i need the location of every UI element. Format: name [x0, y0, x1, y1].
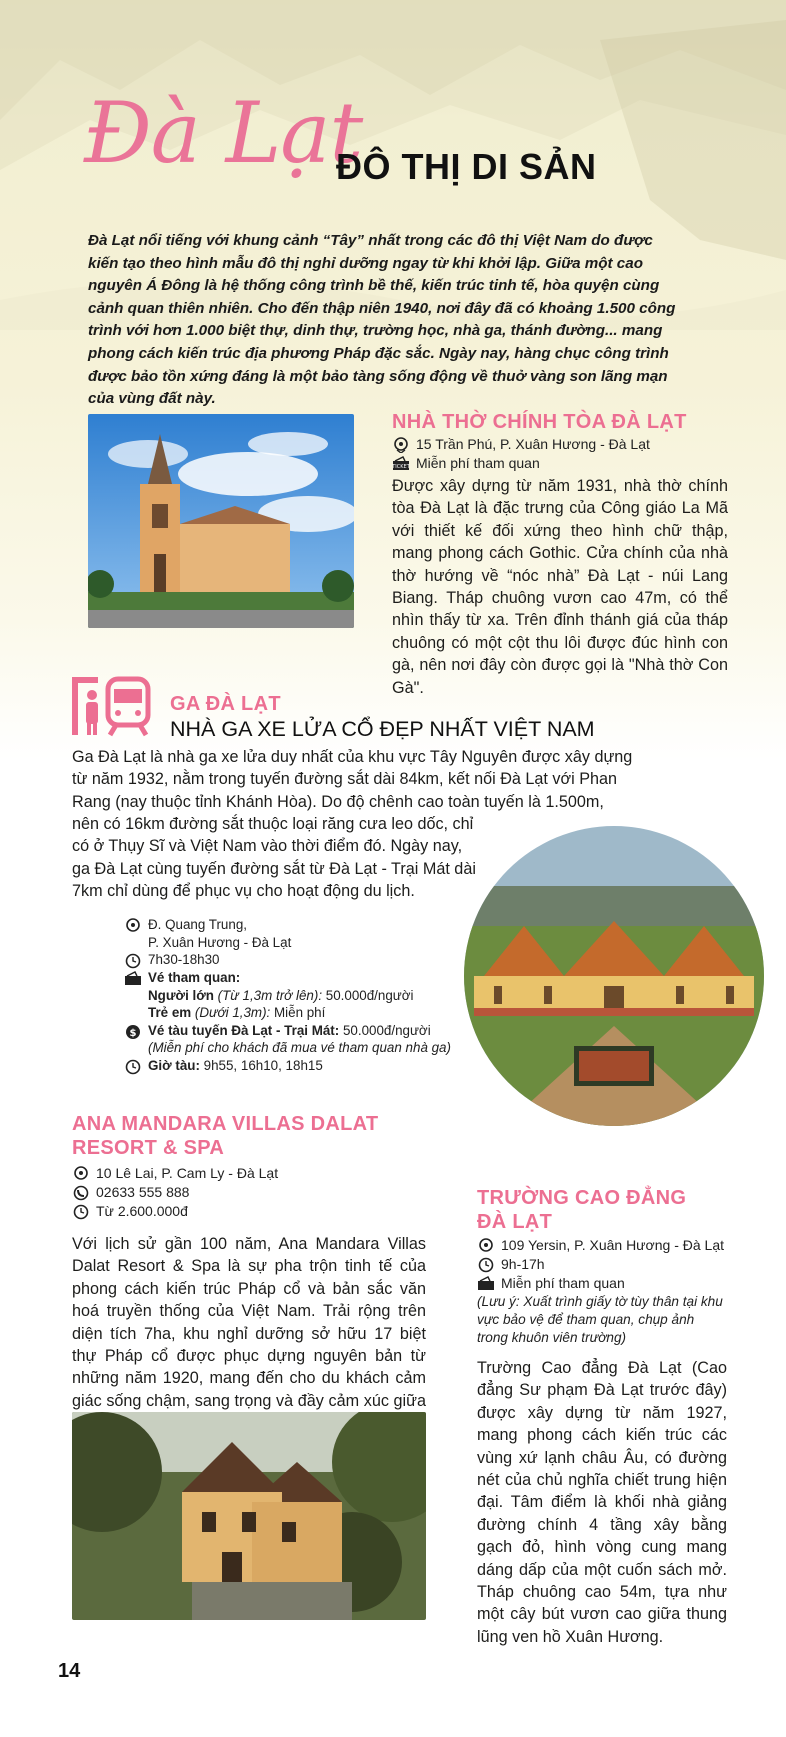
ticket-icon [124, 971, 142, 987]
train-label: Vé tàu tuyến Đà Lạt - Trại Mát: [148, 1022, 340, 1038]
location-pin-icon [72, 1166, 90, 1182]
clock-icon [124, 1059, 142, 1075]
college-section [477, 1186, 727, 1648]
resort-phone-row [72, 1183, 426, 1202]
resort-price: Từ 2.600.000đ [96, 1203, 188, 1219]
station-ticket-label: Vé tham quan: [148, 970, 241, 985]
resort-title-line2: RESORT & SPA [72, 1137, 225, 1159]
resort-address: 10 Lê Lai, P. Cam Ly - Đà Lạt [96, 1165, 279, 1181]
college-ticket: Miễn phí tham quan [501, 1275, 625, 1291]
station-times-row [124, 1057, 484, 1075]
location-pin-icon [477, 1238, 495, 1254]
cathedral-section [392, 410, 728, 699]
station-subtitle: NHÀ GA XE LỬA CỔ ĐẸP NHẤT VIỆT NAM [170, 717, 595, 741]
station-title: GA ĐÀ LẠT [170, 693, 281, 715]
college-title-line2: ĐÀ LẠT [477, 1211, 553, 1233]
cathedral-ticket-row [392, 454, 728, 473]
station-ticket-row [124, 969, 484, 1022]
child-label: Trẻ em [148, 1005, 192, 1020]
resort-phone: 02633 555 888 [96, 1184, 190, 1200]
college-note: (Lưu ý: Xuất trình giấy tờ tùy thân tại khu vực bảo vệ để tham quan, chụp ảnh trong khuôn viên trường) [477, 1294, 723, 1345]
adult-price: 50.000đ/người [322, 987, 414, 1003]
location-pin-icon [392, 437, 410, 453]
train-times-label: Giờ tàu: [148, 1057, 200, 1073]
station-hours: 7h30-18h30 [148, 952, 220, 967]
clock-icon [477, 1257, 495, 1273]
resort-photo [72, 1412, 426, 1620]
cathedral-address-row [392, 435, 728, 454]
child-price: Miễn phí [270, 1005, 326, 1020]
svg-text:$: $ [129, 1027, 137, 1039]
station-address-line1: Đ. Quang Trung, [148, 917, 247, 932]
station-hours-row [124, 951, 484, 969]
title-subtitle: ĐÔ THỊ DI SẢN [336, 146, 597, 187]
station-train-row [124, 1022, 484, 1057]
adult-note: (Từ 1,3m trở lên): [213, 987, 323, 1003]
clock-icon [72, 1204, 90, 1220]
svg-text:TICKET: TICKET [392, 464, 410, 470]
train-station-icon [72, 675, 152, 737]
college-hours: 9h-17h [501, 1256, 545, 1272]
resort-address-row [72, 1164, 426, 1183]
station-body-top: Ga Đà Lạt là nhà ga xe lửa duy nhất của khu vực Tây Nguyên được xây dựng từ năm 1932, nằm trong tuyến đường sắt dài 84km, kết nối Đà Lạt với Phan Rang (nay thuộc tỉnh Khánh Hòa). Do độ chênh cao toàn tuyến là 1.500m, [72, 748, 633, 811]
cathedral-title: NHÀ THỜ CHÍNH TÒA ĐÀ LẠT [392, 411, 687, 433]
college-hours-row [477, 1255, 727, 1274]
page-number: 14 [58, 1660, 81, 1682]
resort-section [72, 1112, 426, 1435]
dollar-coin-icon [124, 1024, 142, 1040]
station-address-row [124, 916, 484, 951]
resort-title-line1: ANA MANDARA VILLAS DALAT [72, 1113, 379, 1135]
ticket-icon [477, 1276, 495, 1292]
resort-body: Với lịch sử gần 100 năm, Ana Mandara Villas Dalat Resort & Spa là sự pha trộn tinh tế của phong cách kiến trúc Pháp cổ và bản sắc văn hoá truyền thống của Việt Nam. Trải rộng trên diện tích 7ha, khu nghỉ dưỡng sở hữu 17 biệt thự Pháp cổ được phục dựng nguyên bản từ những năm 1920, mang đến cho du khách cảm giác sống chậm, sang trọng và đầy cảm xúc giữa [72, 1235, 426, 1410]
child-note: (Dưới 1,3m): [191, 1005, 271, 1020]
location-pin-icon [124, 918, 142, 934]
train-times: 9h55, 16h10, 18h15 [199, 1057, 323, 1073]
college-title-line1: TRƯỜNG CAO ĐẲNG [477, 1187, 687, 1209]
cathedral-address: 15 Trần Phú, P. Xuân Hương - Đà Lạt [416, 436, 650, 452]
college-body: Trường Cao đẳng Đà Lạt (Cao đẳng Sư phạm Đà Lạt trước đây) được xây dựng từ năm 1927, mang phong cách kiến trúc các vùng xứ lạnh châu Âu, có đường nét của chủ nghĩa chiết trung hiện đại. Tâm điểm là khối nhà giảng đường chính 4 tầng xây bằng gạch đỏ, hình vòng cung mang dáng dấp của một cuốn sách mở. Tháp chuông cao 54m, tựa như một cây bút vươn cao giữa thung lũng ven hồ Xuân Hương. [477, 1359, 727, 1646]
college-address-row [477, 1236, 727, 1255]
station-body-rest: nên có 16km đường sắt thuộc loại răng cưa leo dốc, chỉ có ở Thụy Sĩ và Việt Nam vào thời điểm đó. Ngày nay, ga Đà Lạt cùng tuyến đường sắt từ Đà Lạt - Trại Mát dài 7km chỉ dùng để phục vụ cho hoạt động du lịch. [72, 815, 476, 901]
train-note: (Miễn phí cho khách đã mua vé tham quan nhà ga) [148, 1040, 451, 1055]
phone-icon [72, 1185, 90, 1201]
title-script: Đà Lạt [84, 84, 363, 182]
ticket-icon [392, 456, 410, 472]
station-address-line2: P. Xuân Hương - Đà Lạt [148, 934, 292, 950]
clock-icon [124, 953, 142, 969]
station-photo [464, 826, 764, 1126]
station-info [124, 916, 484, 1075]
adult-label: Người lớn [148, 987, 214, 1003]
college-address: 109 Yersin, P. Xuân Hương - Đà Lạt [501, 1237, 724, 1253]
train-price: 50.000đ/người [339, 1022, 431, 1038]
college-ticket-row [477, 1274, 727, 1293]
cathedral-photo [88, 414, 354, 628]
cathedral-body: Được xây dựng từ năm 1931, nhà thờ chính tòa Đà Lạt là đặc trưng của Công giáo La Mã với thiết kế đối xứng theo hình chữ thập, mang phong cách Gothic. Cửa chính của nhà thờ hướng về “nóc nhà” Đà Lạt - núi Lang Biang. Tháp chuông vươn cao 47m, có thể nhìn thấy từ xa. Trên đỉnh thánh giá của tháp chuông có một cột thu lôi được đúc hình con gà, nên nơi đây còn được gọi là "Nhà thờ Con Gà". [392, 477, 728, 697]
resort-price-row [72, 1202, 426, 1221]
intro-paragraph: Đà Lạt nổi tiếng với khung cảnh “Tây” nhất trong các đô thị Việt Nam do được kiến tạo theo hình mẫu đô thị nghỉ dưỡng ngay từ khi khởi lập. Giữa một cao nguyên Á Đông là hệ thống công trình bề thế, kiến trúc tinh tế, hòa quyện cùng cảnh quan thiên nhiên. Cho đến thập niên 1940, nơi đây đã có khoảng 1.500 công trình với hơn 1.000 biệt thự, dinh thự, trường học, nhà ga, thánh đường... mang phong cách kiến trúc địa phương Pháp đặc sắc. Ngày nay, hàng chục công trình được bảo tồn xứng đáng là một bảo tàng sống động về thuở vàng son lãng mạn của vùng đất này. [88, 232, 676, 408]
cathedral-ticket: Miễn phí tham quan [416, 455, 540, 471]
